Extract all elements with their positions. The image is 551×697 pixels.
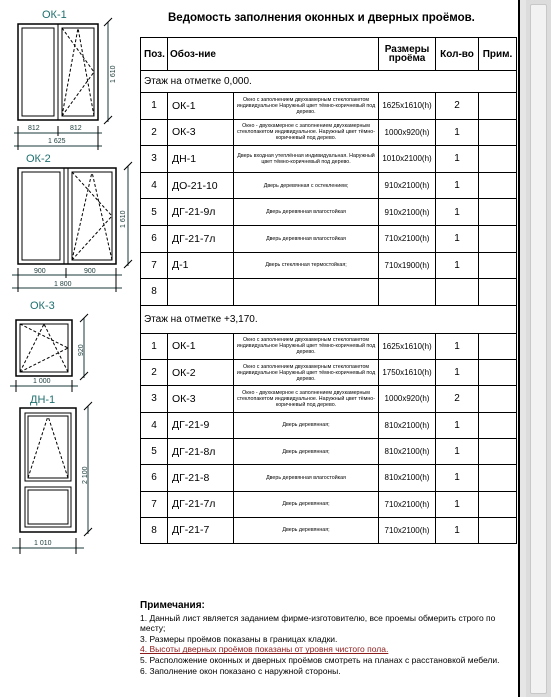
cell-qty: 1 bbox=[436, 119, 479, 146]
cell-note bbox=[479, 172, 517, 199]
ok2-height-dim: 1 610 bbox=[120, 210, 127, 228]
ok3-drawing-label: ОК-3 bbox=[30, 300, 55, 312]
cell-desc bbox=[234, 279, 379, 306]
cell-qty: 1 bbox=[436, 199, 479, 226]
cell-size: 1625x1610(h) bbox=[379, 333, 436, 359]
ok2-left-dim: 900 bbox=[34, 268, 46, 275]
cell-desc: Дверь деревянная; bbox=[234, 517, 379, 543]
cell-size: 810x2100(h) bbox=[379, 412, 436, 438]
note-item: 6. Заполнение окон показано с наружной стороны. bbox=[140, 665, 341, 676]
table-row bbox=[141, 252, 517, 279]
cell-note bbox=[479, 252, 517, 279]
cell-size: 1010x2100(h) bbox=[379, 146, 436, 173]
cell-desc: Окно с заполнением двухкамерным стеклопакетом индивидуальное Наружный цвет тёмно-коричневый под дерево. bbox=[234, 360, 379, 386]
cell-desc: Окно - двухкамерное с заполнением двухкамерным стеклопакетом индивидуальное. Наружный цвет тёмно-коричневый под дерево. bbox=[234, 119, 379, 146]
cell-note bbox=[479, 199, 517, 226]
header-qty: Кол-во bbox=[436, 38, 479, 71]
cell-pos: 5 bbox=[141, 438, 168, 464]
cell-size: 710x2100(h) bbox=[379, 225, 436, 252]
cell-pos: 6 bbox=[141, 465, 168, 491]
cell-mark: ОК-3 bbox=[168, 386, 234, 412]
table-row bbox=[141, 199, 517, 226]
note-item-highlighted: 4. Высоты дверных проёмов показаны от уровня чистого пола. bbox=[140, 644, 389, 655]
cell-pos: 5 bbox=[141, 199, 168, 226]
table-row bbox=[141, 119, 517, 146]
cell-note bbox=[479, 360, 517, 386]
table-row bbox=[141, 172, 517, 199]
cell-size: 1750x1610(h) bbox=[379, 360, 436, 386]
cell-qty: 1 bbox=[436, 146, 479, 173]
dn1-drawing-label: ДН-1 bbox=[30, 394, 56, 406]
cell-size: 1000x920(h) bbox=[379, 119, 436, 146]
ok1-right-dim: 812 bbox=[70, 125, 82, 132]
cell-note bbox=[479, 333, 517, 359]
cell-pos: 7 bbox=[141, 252, 168, 279]
cell-qty: 2 bbox=[436, 386, 479, 412]
ok2-total-dim: 1 800 bbox=[54, 281, 72, 288]
section-title: Этаж на отметке +3,170. bbox=[141, 305, 517, 333]
cell-size: 710x2100(h) bbox=[379, 517, 436, 543]
cell-qty: 1 bbox=[436, 517, 479, 543]
header-name: Обоз-ние bbox=[168, 38, 379, 71]
cell-desc: Дверь деревянная; bbox=[234, 491, 379, 517]
note-item: 1. Данный лист является заданием фирме-изготовителю, все проемы обмерить строго по месту; bbox=[140, 612, 496, 634]
ok1-total-dim: 1 625 bbox=[48, 138, 66, 145]
cell-desc: Дверь деревянная с остеклением; bbox=[234, 172, 379, 199]
table-row bbox=[141, 146, 517, 173]
notes-block bbox=[140, 601, 510, 676]
cell-mark: ДГ-21-9 bbox=[168, 412, 234, 438]
cell-note bbox=[479, 465, 517, 491]
cell-pos: 6 bbox=[141, 225, 168, 252]
cell-mark: ДГ-21-7л bbox=[168, 491, 234, 517]
ok3-height-dim: 920 bbox=[78, 344, 85, 356]
cell-desc: Окно с заполнением двухкамерным стеклопакетом индивидуальное Наружный цвет тёмно-коричневый под дерево. bbox=[234, 93, 379, 120]
table-row bbox=[141, 412, 517, 438]
cell-mark: ДГ-21-7л bbox=[168, 225, 234, 252]
cell-pos: 4 bbox=[141, 412, 168, 438]
cell-desc: Дверь деревянная; bbox=[234, 438, 379, 464]
note-item: 5. Расположение оконных и дверных проёмов смотреть на планах с расстановкой мебели. bbox=[140, 654, 500, 665]
section-row bbox=[141, 305, 517, 333]
cell-desc: Дверь деревянная влагостойкая bbox=[234, 225, 379, 252]
table-row bbox=[141, 491, 517, 517]
cell-desc: Дверь деревянная влагостойкая bbox=[234, 465, 379, 491]
cell-desc: Дверь стеклянная термостойкая; bbox=[234, 252, 379, 279]
cell-qty: 1 bbox=[436, 252, 479, 279]
window-door-drawings bbox=[0, 0, 140, 697]
cell-mark: ДГ-21-8 bbox=[168, 465, 234, 491]
cell-size: 910x2100(h) bbox=[379, 199, 436, 226]
cell-mark: ОК-1 bbox=[168, 93, 234, 120]
cell-size: 1625x1610(h) bbox=[379, 93, 436, 120]
scrollbar-thumb[interactable] bbox=[530, 4, 547, 694]
cell-pos: 8 bbox=[141, 517, 168, 543]
table-row bbox=[141, 386, 517, 412]
table-row bbox=[141, 465, 517, 491]
table-row bbox=[141, 93, 517, 120]
cell-note bbox=[479, 93, 517, 120]
ok3-total-dim: 1 000 bbox=[33, 378, 51, 385]
cell-pos: 7 bbox=[141, 491, 168, 517]
cell-note bbox=[479, 146, 517, 173]
note-item: 3. Размеры проёмов показаны в границах кладки. bbox=[140, 633, 338, 644]
section-title: Этаж на отметке 0,000. bbox=[141, 71, 517, 93]
cell-desc: Дверь входная утеплённая индивидуальная. Наружный цвет тёмно-коричневый под дерево. bbox=[234, 146, 379, 173]
table-row bbox=[141, 225, 517, 252]
cell-mark: ДГ-21-8л bbox=[168, 438, 234, 464]
cell-qty bbox=[436, 279, 479, 306]
cell-qty: 1 bbox=[436, 438, 479, 464]
cell-pos: 1 bbox=[141, 333, 168, 359]
header-size: Размеры проёма bbox=[379, 38, 436, 71]
table-header-row bbox=[141, 38, 517, 71]
table-row bbox=[141, 333, 517, 359]
cell-qty: 2 bbox=[436, 93, 479, 120]
cell-note bbox=[479, 517, 517, 543]
cell-note bbox=[479, 438, 517, 464]
cell-size: 810x2100(h) bbox=[379, 465, 436, 491]
cell-pos: 1 bbox=[141, 93, 168, 120]
cell-pos: 3 bbox=[141, 146, 168, 173]
table-row bbox=[141, 517, 517, 543]
cell-size: 1000x920(h) bbox=[379, 386, 436, 412]
cell-desc: Окно с заполнением двухкамерным стеклопакетом индивидуальное Наружный цвет тёмно-коричневый под дерево. bbox=[234, 333, 379, 359]
dn1-total-dim: 1 010 bbox=[34, 540, 52, 547]
ok2-drawing-label: ОК-2 bbox=[26, 153, 51, 165]
cell-mark: ДН-1 bbox=[168, 146, 234, 173]
cell-qty: 1 bbox=[436, 172, 479, 199]
cell-note bbox=[479, 119, 517, 146]
header-pos: Поз. bbox=[141, 38, 168, 71]
cell-pos: 3 bbox=[141, 386, 168, 412]
cell-qty: 1 bbox=[436, 412, 479, 438]
cell-qty: 1 bbox=[436, 333, 479, 359]
table-row bbox=[141, 438, 517, 464]
cell-qty: 1 bbox=[436, 491, 479, 517]
dn1-height-dim: 2 100 bbox=[82, 466, 89, 484]
cell-mark: ОК-3 bbox=[168, 119, 234, 146]
cell-note bbox=[479, 225, 517, 252]
cell-pos: 2 bbox=[141, 119, 168, 146]
cell-pos: 2 bbox=[141, 360, 168, 386]
cell-qty: 1 bbox=[436, 225, 479, 252]
cell-note bbox=[479, 491, 517, 517]
cell-mark: ДГ-21-7 bbox=[168, 517, 234, 543]
notes-title: Примечания: bbox=[140, 600, 205, 611]
openings-schedule-table bbox=[140, 37, 517, 544]
ok1-drawing-label: ОК-1 bbox=[42, 9, 67, 21]
cell-mark: ОК-1 bbox=[168, 333, 234, 359]
cell-qty: 1 bbox=[436, 465, 479, 491]
cell-qty: 1 bbox=[436, 360, 479, 386]
cell-note bbox=[479, 412, 517, 438]
cell-pos: 8 bbox=[141, 279, 168, 306]
cell-mark bbox=[168, 279, 234, 306]
ok2-right-dim: 900 bbox=[84, 268, 96, 275]
cell-desc: Дверь деревянная; bbox=[234, 412, 379, 438]
cell-size bbox=[379, 279, 436, 306]
cell-pos: 4 bbox=[141, 172, 168, 199]
cell-mark: ОК-2 bbox=[168, 360, 234, 386]
cell-desc: Дверь деревянная влагостойкая bbox=[234, 199, 379, 226]
cell-size: 910x2100(h) bbox=[379, 172, 436, 199]
cell-note bbox=[479, 279, 517, 306]
cell-size: 710x2100(h) bbox=[379, 491, 436, 517]
header-note: Прим. bbox=[479, 38, 517, 71]
ok1-height-dim: 1 610 bbox=[110, 65, 117, 83]
cell-size: 710x1900(h) bbox=[379, 252, 436, 279]
cell-mark: ДГ-21-9л bbox=[168, 199, 234, 226]
ok1-left-dim: 812 bbox=[28, 125, 40, 132]
cell-mark: Д-1 bbox=[168, 252, 234, 279]
section-row bbox=[141, 71, 517, 93]
cell-size: 810x2100(h) bbox=[379, 438, 436, 464]
table-row bbox=[141, 360, 517, 386]
table-row bbox=[141, 279, 517, 306]
document-title: Ведомость заполнения оконных и дверных проёмов. bbox=[168, 12, 475, 24]
cell-mark: ДО-21-10 bbox=[168, 172, 234, 199]
cell-desc: Окно - двухкамерное с заполнением двухкамерным стеклопакетом индивидуальное. Наружный цвет тёмно-коричневый под дерево. bbox=[234, 386, 379, 412]
cell-note bbox=[479, 386, 517, 412]
